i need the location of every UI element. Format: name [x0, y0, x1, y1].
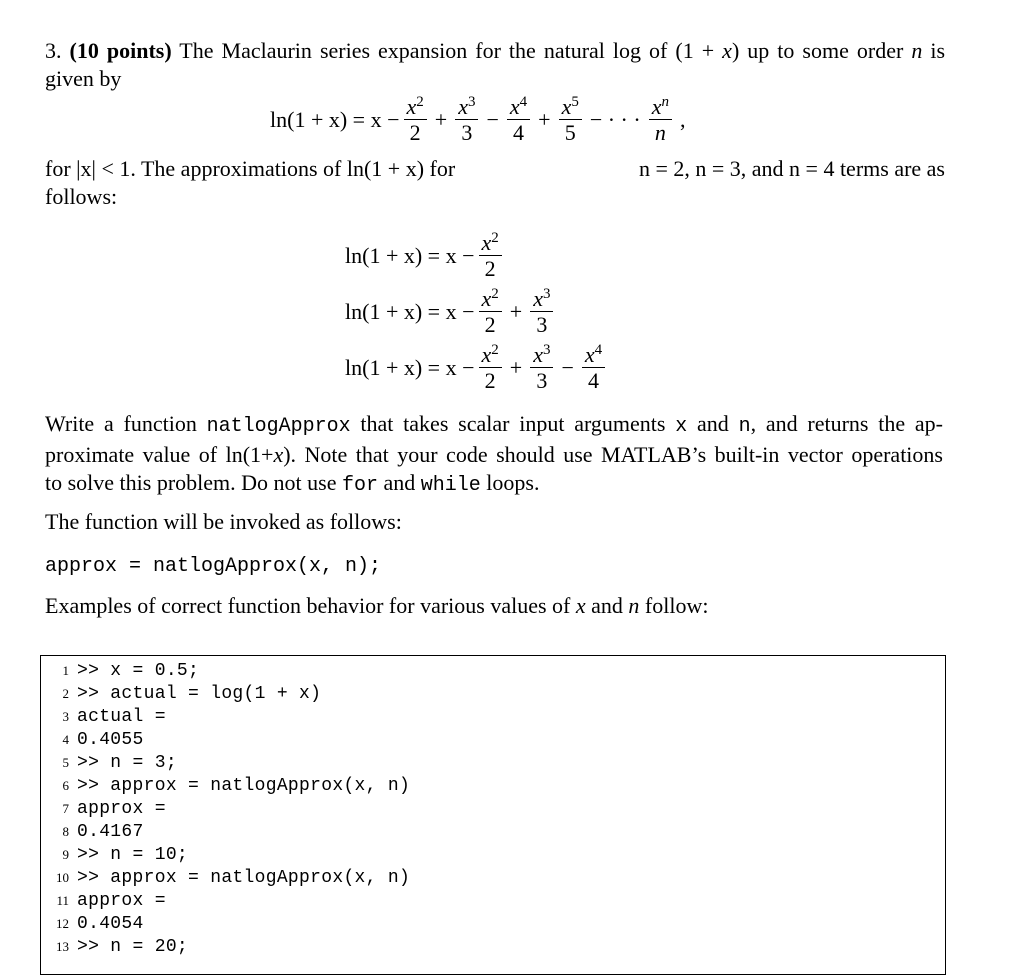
code-text: 0.4055 — [77, 729, 144, 750]
fraction-term — [479, 287, 502, 338]
condition-part-b: n = 2, n = 3, and n = 4 terms are as — [638, 156, 945, 181]
fraction-denominator: 2 — [484, 255, 496, 281]
numerator-exponent: 4 — [594, 341, 603, 358]
fraction-denominator: n — [654, 119, 666, 145]
line-number: 1 — [62, 662, 69, 678]
series-equation — [270, 92, 689, 148]
fraction-term — [479, 343, 502, 394]
intro-text: The Maclaurin series expansion for the natural log of (1 + — [179, 38, 723, 63]
numerator-base: x — [481, 285, 492, 311]
code-text: approx = — [77, 798, 166, 819]
numerator-exponent: 2 — [491, 285, 499, 302]
fraction-term — [404, 95, 427, 146]
code-text: 0.4054 — [77, 913, 144, 934]
numerator-base: x — [533, 341, 543, 367]
var-x: x — [575, 593, 586, 618]
var-x: x — [722, 38, 732, 63]
line-number: 10 — [56, 869, 69, 885]
numerator-exponent: 2 — [416, 93, 424, 110]
task-text: to solve this problem. Do not use — [45, 470, 342, 495]
fraction-denominator: 4 — [513, 119, 524, 145]
code-text: >> x = 0.5; — [77, 660, 200, 681]
numerator-exponent: 5 — [571, 93, 579, 110]
var-n: n — [911, 38, 923, 63]
code-line — [41, 889, 166, 912]
numerator-exponent: 2 — [491, 341, 499, 358]
task-text: , and returns the ap- — [750, 411, 943, 436]
condition-text — [45, 155, 945, 211]
approximation-lhs: ln(1 + x) = x − — [345, 299, 475, 324]
numerator-base: x — [533, 285, 543, 311]
fraction-denominator: 2 — [484, 311, 496, 337]
numerator-exponent: 2 — [491, 229, 499, 246]
fraction-term — [455, 95, 478, 146]
code-line — [41, 935, 188, 958]
code-text: actual = — [77, 706, 166, 727]
invocation-intro: The function will be invoked as follows: — [45, 509, 402, 534]
numerator-base: x — [584, 341, 595, 367]
invocation-code: approx = natlogApprox(x, n); — [45, 555, 382, 578]
line-number: 2 — [62, 685, 69, 701]
fraction-term — [507, 95, 530, 146]
line-number: 6 — [62, 777, 69, 793]
line-number: 5 — [62, 754, 69, 770]
approximation-lhs: ln(1 + x) = x − — [345, 243, 475, 268]
task-text: and — [378, 470, 421, 495]
var-x: x — [273, 442, 284, 467]
math-operator: − · · · — [589, 107, 641, 132]
code-text: >> approx = natlogApprox(x, n) — [77, 867, 411, 888]
code-text: >> n = 20; — [77, 936, 189, 957]
problem-number: 3. — [45, 38, 62, 63]
numerator-base: x — [458, 93, 468, 119]
invocation-call — [45, 550, 945, 581]
line-number: 11 — [56, 892, 69, 908]
fraction-numerator — [530, 287, 553, 312]
approximation-lhs: ln(1 + x) = x − — [345, 355, 475, 380]
math-operator: − — [561, 355, 574, 380]
numerator-exponent: 3 — [542, 285, 551, 302]
fraction-numerator — [649, 95, 672, 120]
task-description — [45, 410, 943, 500]
examples-text: and — [585, 593, 629, 618]
numerator-exponent: 3 — [542, 341, 551, 358]
examples-text: Examples of correct function behavior for various values of — [45, 593, 576, 618]
numerator-base: x — [509, 93, 520, 119]
code-line — [41, 774, 410, 797]
code-line — [41, 659, 199, 682]
code-text: >> approx = natlogApprox(x, n) — [77, 775, 411, 796]
fraction-denominator: 3 — [536, 367, 548, 393]
arg-n: n — [738, 415, 751, 438]
keyword-while: while — [420, 474, 481, 497]
fraction-term — [530, 287, 553, 338]
approximation-row — [345, 228, 609, 284]
fraction-numerator — [479, 287, 502, 312]
examples-text: follow: — [639, 593, 709, 618]
condition-part-a: for |x| < 1. The approximations of ln(1 + x) for — [45, 156, 456, 181]
numerator-base: x — [406, 93, 417, 119]
math-operator: + — [509, 355, 523, 380]
math-operator: − — [486, 107, 499, 132]
numerator-base: x — [481, 229, 492, 255]
fraction-denominator: 5 — [564, 119, 576, 145]
line-number: 8 — [62, 823, 69, 839]
fraction-term — [530, 343, 553, 394]
code-text: approx = — [77, 890, 166, 911]
line-number: 9 — [62, 846, 69, 862]
code-text: >> actual = log(1 + x) — [77, 683, 322, 704]
var-n: n — [628, 593, 640, 618]
numerator-base: x — [651, 93, 662, 119]
code-line — [41, 751, 177, 774]
function-name: natlogApprox — [206, 415, 351, 438]
examples-intro — [45, 592, 945, 620]
fraction-numerator — [404, 95, 427, 120]
fraction-term — [559, 95, 582, 146]
task-text: and — [687, 411, 739, 436]
keyword-for: for — [341, 474, 378, 497]
code-line — [41, 705, 166, 728]
numerator-exponent: n — [661, 93, 669, 110]
code-text: >> n = 3; — [77, 752, 177, 773]
approximation-equations — [345, 228, 609, 396]
fraction-numerator — [507, 95, 530, 120]
numerator-base: x — [481, 341, 492, 367]
fraction-numerator — [559, 95, 582, 120]
approximation-row — [345, 284, 609, 340]
fraction-term — [649, 95, 672, 146]
numerator-base: x — [561, 93, 572, 119]
code-text: >> n = 10; — [77, 844, 189, 865]
fraction-numerator — [455, 95, 478, 120]
numerator-exponent: 3 — [467, 93, 476, 110]
code-line — [41, 682, 321, 705]
fraction-numerator — [582, 343, 605, 368]
intro-text: ) up to some order — [731, 38, 912, 63]
fraction-denominator: 2 — [409, 119, 421, 145]
line-number: 3 — [62, 708, 69, 724]
fraction-term — [479, 231, 502, 282]
task-text: ). Note that your code should use MATLAB’s built-in vector operations — [283, 442, 943, 467]
series-lhs: ln(1 + x) = x − — [270, 107, 400, 132]
fraction-numerator — [479, 343, 502, 368]
fraction-denominator: 4 — [588, 367, 599, 393]
code-line — [41, 728, 144, 751]
math-operator: + — [434, 107, 448, 132]
fraction-numerator — [530, 343, 553, 368]
code-line — [41, 820, 144, 843]
fraction-term — [582, 343, 605, 394]
task-text: proximate value of ln(1+ — [45, 442, 274, 467]
code-line — [41, 797, 166, 820]
task-text: loops. — [480, 470, 540, 495]
fraction-denominator: 3 — [536, 311, 548, 337]
arg-x: x — [675, 415, 688, 438]
line-number: 7 — [62, 800, 69, 816]
math-operator: + — [509, 299, 523, 324]
fraction-numerator — [479, 231, 502, 256]
task-text: Write a function — [45, 411, 207, 436]
line-number: 12 — [56, 915, 69, 931]
approximation-row — [345, 340, 609, 396]
math-operator: + — [538, 107, 551, 132]
fraction-denominator: 3 — [461, 119, 473, 145]
line-number: 13 — [56, 938, 69, 954]
condition-part-c: follows: — [45, 184, 118, 209]
intro-text: is given by — [45, 38, 946, 91]
problem-statement — [45, 37, 945, 93]
problem-points: (10 points) — [69, 38, 172, 63]
line-number: 4 — [62, 731, 69, 747]
code-line — [41, 843, 188, 866]
code-listing — [40, 655, 946, 975]
code-line — [41, 912, 144, 935]
code-line — [41, 866, 410, 889]
code-text: 0.4167 — [77, 821, 144, 842]
numerator-exponent: 4 — [519, 93, 528, 110]
fraction-denominator: 2 — [484, 367, 496, 393]
math-operator: , — [679, 107, 686, 132]
task-text: that takes scalar input arguments — [350, 411, 676, 436]
